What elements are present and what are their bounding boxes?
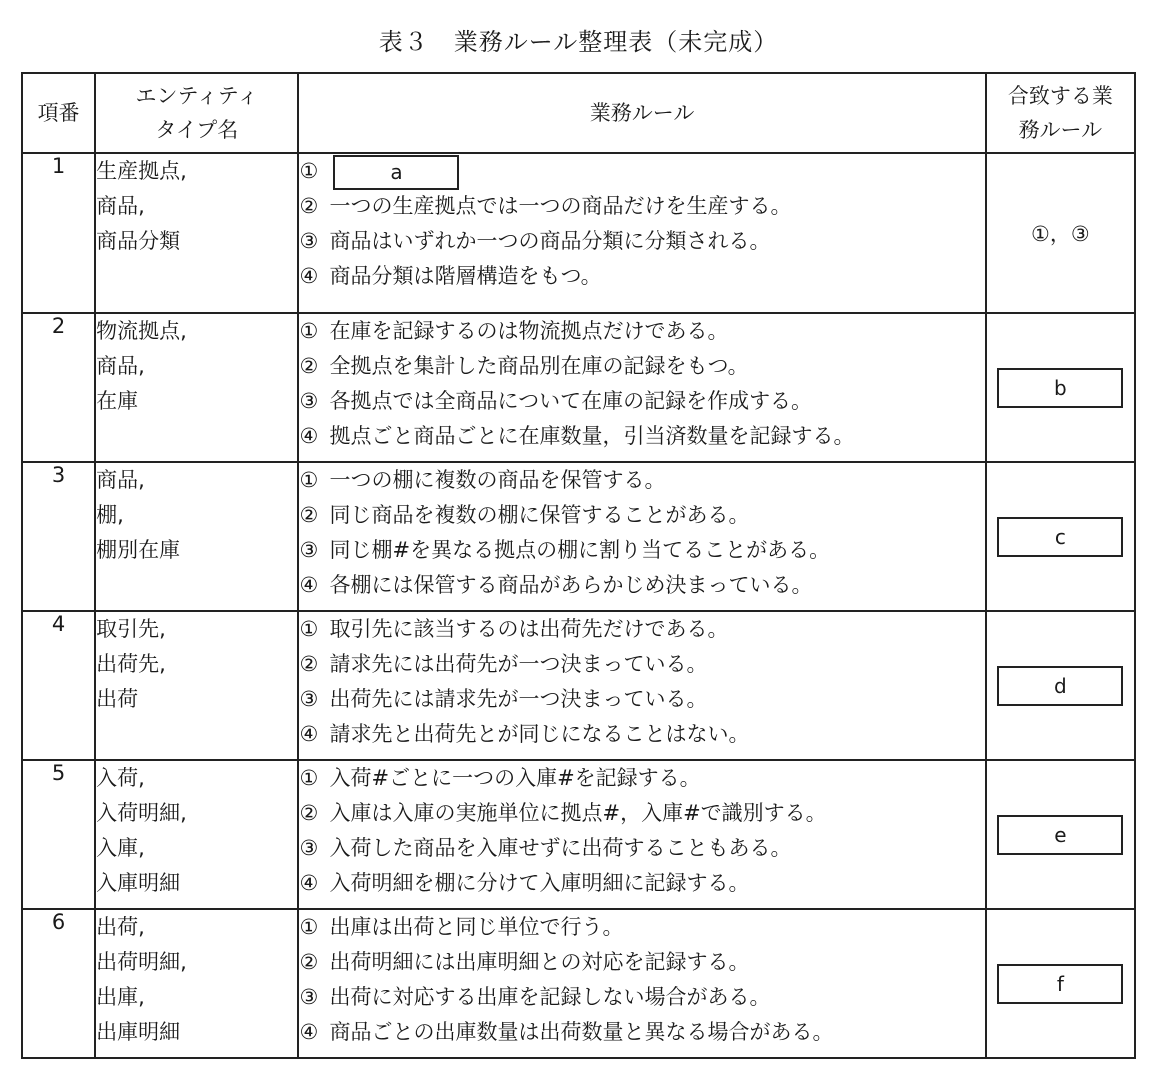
header-entity <box>95 73 298 153</box>
header-row <box>22 73 1135 153</box>
rule-text: 同じ商品を複数の棚に保管することがある。 <box>329 503 750 527</box>
rule-line <box>299 717 984 752</box>
entity-name: 取引先, <box>96 617 166 641</box>
rule-text: 在庫を記録するのは物流拠点だけである。 <box>329 319 729 343</box>
rule-line <box>299 533 984 568</box>
rule-line <box>299 419 984 454</box>
table-row <box>22 611 1135 760</box>
row-num: 6 <box>22 909 95 1058</box>
rule-line <box>299 463 984 498</box>
rule-mark: ② <box>299 354 319 378</box>
rule-text: 各棚には保管する商品があらかじめ決まっている。 <box>329 573 813 597</box>
rule-text: 全拠点を集計した商品別在庫の記録をもつ。 <box>329 354 749 378</box>
entity-name: 出荷明細, <box>96 950 187 974</box>
rule-text: 入庫は入庫の実施単位に拠点#，入庫#で識別する。 <box>329 801 827 825</box>
rule-line <box>299 1015 984 1050</box>
rule-line <box>299 224 984 259</box>
match-cell <box>986 153 1135 313</box>
rule-line <box>299 314 984 349</box>
rule-mark: ④ <box>299 722 319 746</box>
rule-line <box>299 259 984 294</box>
rule-mark: ③ <box>299 687 319 711</box>
rule-text: 入荷#ごとに一つの入庫#を記録する。 <box>329 766 701 790</box>
header-rule: 業務ルール <box>298 73 985 153</box>
row-num: 4 <box>22 611 95 760</box>
header-entity-line2: タイプ名 <box>155 118 239 142</box>
entity-cell <box>95 760 298 909</box>
rule-cell <box>298 313 985 462</box>
rule-text: 入荷した商品を入庫せずに出荷することもある。 <box>329 836 792 860</box>
entity-name: 入荷明細, <box>96 801 187 825</box>
entity-cell <box>95 462 298 611</box>
rule-mark: ① <box>299 766 319 790</box>
rule-mark: ② <box>299 950 319 974</box>
rule-line <box>299 189 984 224</box>
rule-mark: ③ <box>299 836 319 860</box>
rule-line <box>299 612 984 647</box>
rule-line <box>299 647 984 682</box>
table-row <box>22 909 1135 1058</box>
rule-mark: ② <box>299 503 319 527</box>
match-value: ①，③ <box>1031 222 1090 246</box>
rule-text: 一つの棚に複数の商品を保管する。 <box>329 468 666 492</box>
match-cell <box>986 909 1135 1058</box>
rule-line <box>299 796 984 831</box>
entity-cell <box>95 313 298 462</box>
rule-mark: ④ <box>299 264 319 288</box>
rule-text: 請求先と出荷先とが同じになることはない。 <box>329 722 750 746</box>
rule-mark: ① <box>299 468 319 492</box>
table-row <box>22 313 1135 462</box>
rule-mark: ③ <box>299 229 319 253</box>
match-cell <box>986 462 1135 611</box>
rule-text: 同じ棚#を異なる拠点の棚に割り当てることがある。 <box>329 538 831 562</box>
blank-d: d <box>997 666 1123 706</box>
entity-cell <box>95 153 298 313</box>
rule-text: 出荷明細には出庫明細との対応を記録する。 <box>329 950 750 974</box>
header-num: 項番 <box>22 73 95 153</box>
entity-cell <box>95 611 298 760</box>
rule-line <box>299 761 984 796</box>
rule-mark: ① <box>299 159 319 183</box>
row-num: 5 <box>22 760 95 909</box>
entity-name: 商品分類 <box>96 229 181 253</box>
rule-text: 入荷明細を棚に分けて入庫明細に記録する。 <box>329 871 750 895</box>
blank-a: a <box>333 155 459 190</box>
rule-mark: ③ <box>299 985 319 1009</box>
table-title: 表３ 業務ルール整理表（未完成） <box>378 28 779 56</box>
entity-name: 出荷先, <box>96 652 166 676</box>
header-match <box>986 73 1135 153</box>
entity-name: 出荷, <box>96 915 145 939</box>
row-num: 2 <box>22 313 95 462</box>
rule-line <box>299 682 984 717</box>
rule-cell <box>298 760 985 909</box>
match-cell <box>986 760 1135 909</box>
rule-line <box>299 980 984 1015</box>
entity-name: 商品, <box>96 194 145 218</box>
rule-mark: ④ <box>299 871 319 895</box>
row-num: 1 <box>22 153 95 313</box>
header-match-line1: 合致する業 <box>1007 84 1113 108</box>
rule-text: 拠点ごと商品ごとに在庫数量，引当済数量を記録する。 <box>329 424 855 448</box>
rule-line <box>299 498 984 533</box>
table-row <box>22 760 1135 909</box>
rule-cell <box>298 153 985 313</box>
header-match-line2: 務ルール <box>1018 118 1103 142</box>
rule-mark: ② <box>299 194 319 218</box>
rule-line <box>299 384 984 419</box>
entity-name: 商品, <box>96 468 145 492</box>
entity-name: 物流拠点, <box>96 319 187 343</box>
rule-text: 商品ごとの出庫数量は出荷数量と異なる場合がある。 <box>329 1020 834 1044</box>
rule-mark: ④ <box>299 424 319 448</box>
rule-cell <box>298 611 985 760</box>
table-row <box>22 153 1135 313</box>
rule-mark: ② <box>299 801 319 825</box>
rule-text: 出荷先には請求先が一つ決まっている。 <box>329 687 708 711</box>
entity-name: 入庫明細 <box>96 871 181 895</box>
blank-c: c <box>997 517 1123 557</box>
blank-e: e <box>997 815 1123 855</box>
entity-name: 棚, <box>96 503 124 527</box>
rule-line <box>299 945 984 980</box>
table-row <box>22 462 1135 611</box>
entity-name: 生産拠点, <box>96 159 187 183</box>
entity-name: 棚別在庫 <box>96 538 181 562</box>
entity-name: 在庫 <box>96 389 139 413</box>
rule-cell <box>298 462 985 611</box>
rule-mark: ④ <box>299 573 319 597</box>
match-cell <box>986 611 1135 760</box>
rule-mark: ④ <box>299 1020 319 1044</box>
rule-line <box>299 866 984 901</box>
entity-name: 入荷, <box>96 766 145 790</box>
rule-mark: ③ <box>299 538 319 562</box>
entity-name: 出庫, <box>96 985 145 1009</box>
blank-b: b <box>997 368 1123 408</box>
rule-text: 出荷に対応する出庫を記録しない場合がある。 <box>329 985 771 1009</box>
rule-line <box>299 154 984 189</box>
rule-text: 商品はいずれか一つの商品分類に分類される。 <box>329 229 771 253</box>
entity-name: 商品, <box>96 354 145 378</box>
rule-mark: ① <box>299 617 319 641</box>
entity-cell <box>95 909 298 1058</box>
rule-line <box>299 910 984 945</box>
rule-text: 取引先に該当するのは出荷先だけである。 <box>329 617 729 641</box>
rule-mark: ③ <box>299 389 319 413</box>
rule-line <box>299 349 984 384</box>
rule-text: 各拠点では全商品について在庫の記録を作成する。 <box>329 389 813 413</box>
header-entity-line1: エンティティ <box>135 84 259 108</box>
rule-mark: ① <box>299 319 319 343</box>
entity-name: 入庫, <box>96 836 145 860</box>
rule-text: 出庫は出荷と同じ単位で行う。 <box>329 915 624 939</box>
rule-mark: ① <box>299 915 319 939</box>
rule-text: 一つの生産拠点では一つの商品だけを生産する。 <box>329 194 792 218</box>
rule-mark: ② <box>299 652 319 676</box>
entity-name: 出荷 <box>96 687 139 711</box>
blank-f: f <box>997 964 1123 1004</box>
rule-line <box>299 831 984 866</box>
rule-cell <box>298 909 985 1058</box>
rule-line <box>299 568 984 603</box>
match-cell <box>986 313 1135 462</box>
row-num: 3 <box>22 462 95 611</box>
business-rules-table <box>21 72 1136 1059</box>
entity-name: 出庫明細 <box>96 1020 181 1044</box>
rule-text: 請求先には出荷先が一つ決まっている。 <box>329 652 708 676</box>
rule-text: 商品分類は階層構造をもつ。 <box>329 264 602 288</box>
